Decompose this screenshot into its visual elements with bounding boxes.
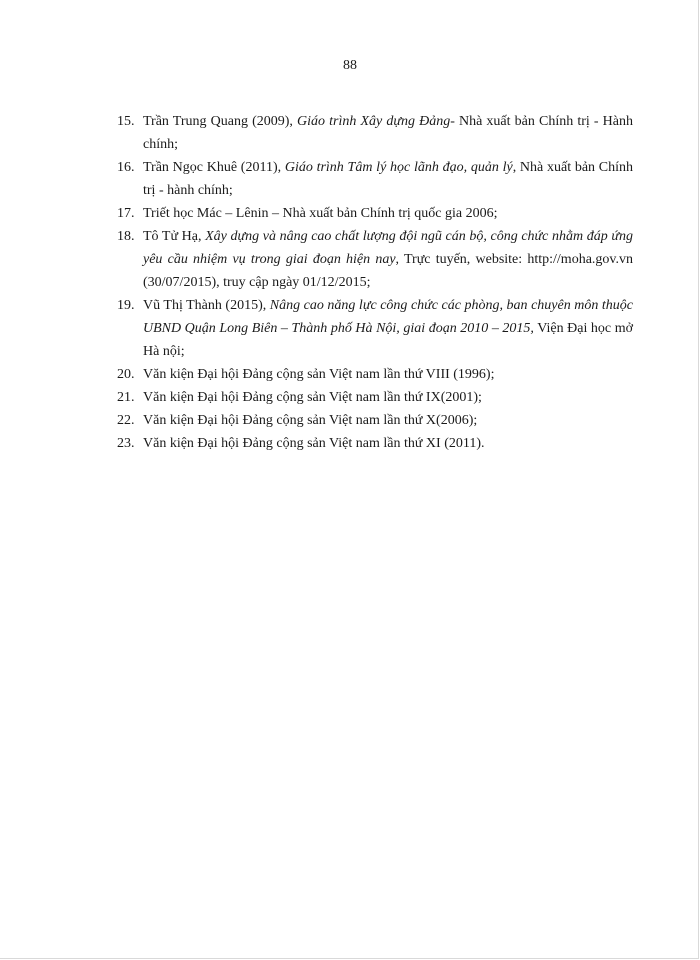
reference-number: 16. bbox=[117, 160, 135, 175]
reference-segment: Triết học Mác – Lênin – Nhà xuất bản Chính trị quốc gia 2006; bbox=[143, 206, 498, 221]
reference-number: 15. bbox=[117, 114, 135, 129]
reference-item bbox=[117, 202, 633, 225]
reference-title: Giáo trình Tâm lý học lãnh đạo, quản lý bbox=[284, 160, 513, 175]
reference-item bbox=[117, 386, 633, 409]
reference-segment: Viện Đại học mở Hà nội; bbox=[143, 321, 633, 359]
reference-number: 20. bbox=[117, 367, 135, 382]
reference-title: Xây dựng và nâng cao chất lượng đội ngũ cán bộ, công chức nhằm đáp ứng yêu cầu nhiệm vụ trong giai đoạn hiện nay bbox=[143, 229, 633, 267]
reference-text bbox=[143, 225, 633, 294]
reference-text bbox=[143, 409, 633, 432]
reference-number: 22. bbox=[117, 413, 135, 428]
reference-text bbox=[143, 202, 633, 225]
reference-title: Giáo trình Xây dựng Đảng bbox=[297, 114, 451, 129]
reference-text bbox=[143, 156, 633, 202]
reference-text bbox=[143, 432, 633, 455]
reference-segment: Trần Trung Quang (2009), bbox=[143, 114, 298, 129]
reference-segment: , Nhà xuất bản Chính trị - hành chính; bbox=[143, 160, 634, 198]
reference-item bbox=[117, 294, 633, 363]
reference-text bbox=[143, 110, 633, 156]
reference-segment: Trần Ngọc Khuê (2011), bbox=[143, 160, 285, 175]
reference-segment: Tô Tử Hạ, bbox=[143, 229, 206, 244]
reference-item bbox=[117, 409, 633, 432]
reference-text bbox=[143, 363, 633, 386]
reference-segment: Văn kiện Đại hội Đảng cộng sản Việt nam lần thứ X(2006); bbox=[143, 413, 478, 428]
reference-item bbox=[117, 432, 633, 455]
reference-number: 18. bbox=[117, 229, 135, 244]
reference-segment: Văn kiện Đại hội Đảng cộng sản Việt nam lần thứ XI (2011). bbox=[143, 436, 485, 451]
reference-item bbox=[117, 156, 633, 202]
reference-number: 17. bbox=[117, 206, 135, 221]
reference-item bbox=[117, 225, 633, 294]
reference-list bbox=[117, 110, 633, 455]
reference-text bbox=[143, 294, 633, 363]
reference-number: 23. bbox=[117, 436, 135, 451]
reference-text bbox=[143, 386, 633, 409]
reference-number: 19. bbox=[117, 298, 135, 313]
reference-segment: Văn kiện Đại hội Đảng cộng sản Việt nam lần thứ VIII (1996); bbox=[143, 367, 495, 382]
reference-title: Nâng cao năng lực công chức các phòng, ban chuyên môn thuộc UBND Quận Long Biên – Thành phố Hà Nội, giai đoạn 2010 – 2015, bbox=[143, 298, 633, 336]
reference-segment: - Nhà xuất bản Chính trị - Hành chính; bbox=[143, 114, 633, 152]
reference-number: 21. bbox=[117, 390, 135, 405]
reference-segment: Vũ Thị Thành (2015), bbox=[143, 298, 270, 313]
reference-item bbox=[117, 363, 633, 386]
page-number: 88 bbox=[343, 58, 357, 73]
reference-segment: , Trực tuyến, website: http://moha.gov.vn (30/07/2015), truy cập ngày 01/12/2015; bbox=[143, 252, 633, 290]
reference-segment: Văn kiện Đại hội Đảng cộng sản Việt nam lần thứ IX(2001); bbox=[143, 390, 482, 405]
reference-item bbox=[117, 110, 633, 156]
